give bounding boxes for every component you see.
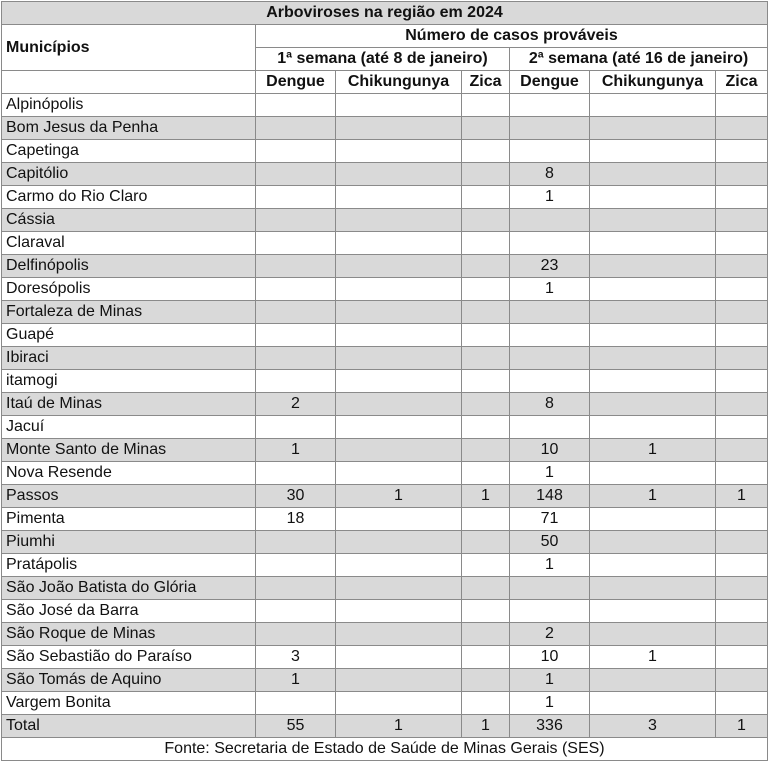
municipio-cell: Ibiraci	[2, 347, 256, 370]
week2-zica-cell	[716, 531, 768, 554]
week2-chikungunya-cell: 1	[590, 439, 716, 462]
week2-dengue-cell: 8	[510, 163, 590, 186]
municipio-cell: Jacuí	[2, 416, 256, 439]
week1-zica-cell	[462, 255, 510, 278]
week2-zica-cell	[716, 186, 768, 209]
municipio-cell: Bom Jesus da Penha	[2, 117, 256, 140]
week1-dengue-cell	[256, 209, 336, 232]
week2-dengue-cell	[510, 370, 590, 393]
municipio-cell: Passos	[2, 485, 256, 508]
week1-chikungunya-cell	[336, 623, 462, 646]
municipio-cell: Pimenta	[2, 508, 256, 531]
table-row	[2, 554, 768, 577]
table-row	[2, 623, 768, 646]
table-row	[2, 692, 768, 715]
week2-dengue-cell	[510, 117, 590, 140]
table-row	[2, 94, 768, 117]
week2-dengue-header: Dengue	[510, 71, 590, 94]
week1-zica-header: Zica	[462, 71, 510, 94]
week1-zica-cell	[462, 117, 510, 140]
week1-zica-cell	[462, 301, 510, 324]
week1-dengue-cell: 2	[256, 393, 336, 416]
week2-chikungunya-cell	[590, 393, 716, 416]
table-row	[2, 347, 768, 370]
municipio-cell: Cássia	[2, 209, 256, 232]
table-body	[2, 94, 768, 738]
week2-chikungunya-cell	[590, 692, 716, 715]
week2-zica-cell	[716, 370, 768, 393]
week1-zica-cell	[462, 531, 510, 554]
week2-chikungunya-cell	[590, 163, 716, 186]
table-row	[2, 646, 768, 669]
week1-dengue-cell	[256, 278, 336, 301]
week2-zica-cell	[716, 301, 768, 324]
week1-chikungunya-cell	[336, 278, 462, 301]
week1-dengue-cell	[256, 324, 336, 347]
source-note: Fonte: Secretaria de Estado de Saúde de Minas Gerais (SES)	[2, 738, 768, 761]
week1-dengue-cell: 1	[256, 669, 336, 692]
table-row	[2, 508, 768, 531]
title-row	[2, 2, 768, 25]
week2-dengue-cell: 1	[510, 692, 590, 715]
week2-zica-cell	[716, 117, 768, 140]
week1-zica-cell	[462, 163, 510, 186]
week2-zica-cell	[716, 232, 768, 255]
week1-zica-cell	[462, 416, 510, 439]
table-row	[2, 324, 768, 347]
week2-zica-cell	[716, 508, 768, 531]
week1-zica-cell	[462, 186, 510, 209]
week2-zica-cell	[716, 255, 768, 278]
week1-chikungunya-header: Chikungunya	[336, 71, 462, 94]
week2-chikungunya-cell: 3	[590, 715, 716, 738]
week1-zica-cell	[462, 646, 510, 669]
week1-chikungunya-cell	[336, 692, 462, 715]
week1-zica-cell	[462, 324, 510, 347]
week2-zica-cell	[716, 623, 768, 646]
table-row	[2, 278, 768, 301]
week2-zica-header: Zica	[716, 71, 768, 94]
week2-chikungunya-cell: 1	[590, 485, 716, 508]
week2-chikungunya-cell: 1	[590, 646, 716, 669]
week1-zica-cell	[462, 600, 510, 623]
table-row	[2, 232, 768, 255]
week1-zica-cell: 1	[462, 715, 510, 738]
week2-zica-cell	[716, 554, 768, 577]
week2-dengue-cell	[510, 232, 590, 255]
week2-chikungunya-cell	[590, 347, 716, 370]
week1-zica-cell	[462, 94, 510, 117]
municipio-cell: Nova Resende	[2, 462, 256, 485]
week1-zica-cell	[462, 278, 510, 301]
week1-dengue-cell	[256, 623, 336, 646]
week2-dengue-cell	[510, 140, 590, 163]
week2-chikungunya-cell	[590, 370, 716, 393]
week1-dengue-cell: 1	[256, 439, 336, 462]
week2-dengue-cell: 23	[510, 255, 590, 278]
municipio-cell: Doresópolis	[2, 278, 256, 301]
municipio-cell: Vargem Bonita	[2, 692, 256, 715]
week1-dengue-cell	[256, 600, 336, 623]
table-row	[2, 140, 768, 163]
municipio-cell: São João Batista do Glória	[2, 577, 256, 600]
week2-zica-cell	[716, 140, 768, 163]
week1-dengue-cell	[256, 692, 336, 715]
municipio-cell: Capetinga	[2, 140, 256, 163]
week2-zica-cell	[716, 94, 768, 117]
table-row	[2, 531, 768, 554]
table-row	[2, 462, 768, 485]
week2-chikungunya-cell	[590, 324, 716, 347]
week1-dengue-cell	[256, 232, 336, 255]
week1-zica-cell	[462, 554, 510, 577]
week1-dengue-cell	[256, 117, 336, 140]
week2-chikungunya-header: Chikungunya	[590, 71, 716, 94]
week2-dengue-cell	[510, 94, 590, 117]
week1-zica-cell	[462, 669, 510, 692]
week2-dengue-cell	[510, 324, 590, 347]
table-row	[2, 370, 768, 393]
week1-chikungunya-cell	[336, 301, 462, 324]
week1-dengue-cell	[256, 94, 336, 117]
week2-dengue-cell: 2	[510, 623, 590, 646]
week1-dengue-cell	[256, 140, 336, 163]
week2-dengue-cell: 10	[510, 439, 590, 462]
week2-dengue-cell: 50	[510, 531, 590, 554]
table-row	[2, 117, 768, 140]
week1-chikungunya-cell	[336, 600, 462, 623]
week2-zica-cell	[716, 669, 768, 692]
week2-dengue-cell	[510, 416, 590, 439]
municipios-header: Municípios	[2, 25, 256, 71]
week2-chikungunya-cell	[590, 117, 716, 140]
table-row	[2, 209, 768, 232]
week1-chikungunya-cell	[336, 393, 462, 416]
week2-chikungunya-cell	[590, 301, 716, 324]
week2-dengue-cell: 10	[510, 646, 590, 669]
week2-chikungunya-cell	[590, 94, 716, 117]
week2-dengue-cell: 1	[510, 278, 590, 301]
group-header-row	[2, 25, 768, 48]
municipio-cell: Monte Santo de Minas	[2, 439, 256, 462]
municipio-cell: Capitólio	[2, 163, 256, 186]
week1-chikungunya-cell	[336, 232, 462, 255]
week2-dengue-cell	[510, 577, 590, 600]
week1-chikungunya-cell: 1	[336, 715, 462, 738]
week2-chikungunya-cell	[590, 531, 716, 554]
week1-zica-cell	[462, 577, 510, 600]
week1-dengue-cell	[256, 531, 336, 554]
week1-header: 1ª semana (até 8 de janeiro)	[256, 48, 510, 71]
week1-zica-cell: 1	[462, 485, 510, 508]
week1-zica-cell	[462, 140, 510, 163]
week2-chikungunya-cell	[590, 600, 716, 623]
week1-dengue-cell	[256, 163, 336, 186]
week2-dengue-cell: 1	[510, 462, 590, 485]
week1-dengue-cell	[256, 255, 336, 278]
week2-zica-cell	[716, 416, 768, 439]
week1-chikungunya-cell	[336, 140, 462, 163]
week1-chikungunya-cell	[336, 347, 462, 370]
table-row	[2, 393, 768, 416]
week1-chikungunya-cell	[336, 416, 462, 439]
week2-zica-cell	[716, 462, 768, 485]
week1-zica-cell	[462, 232, 510, 255]
municipio-cell: Piumhi	[2, 531, 256, 554]
table-title: Arboviroses na região em 2024	[2, 2, 768, 25]
municipio-cell: São José da Barra	[2, 600, 256, 623]
municipio-cell: Pratápolis	[2, 554, 256, 577]
week1-zica-cell	[462, 462, 510, 485]
week1-chikungunya-cell	[336, 669, 462, 692]
week1-chikungunya-cell	[336, 94, 462, 117]
week1-chikungunya-cell	[336, 209, 462, 232]
week1-dengue-cell: 18	[256, 508, 336, 531]
week1-chikungunya-cell	[336, 324, 462, 347]
week2-dengue-cell: 148	[510, 485, 590, 508]
week2-dengue-cell	[510, 301, 590, 324]
table-row	[2, 301, 768, 324]
week1-dengue-cell	[256, 347, 336, 370]
municipio-cell: Delfinópolis	[2, 255, 256, 278]
week2-chikungunya-cell	[590, 577, 716, 600]
week1-dengue-cell	[256, 462, 336, 485]
week2-dengue-cell: 1	[510, 554, 590, 577]
week1-dengue-cell: 55	[256, 715, 336, 738]
week1-zica-cell	[462, 209, 510, 232]
week2-dengue-cell: 8	[510, 393, 590, 416]
week1-dengue-cell	[256, 416, 336, 439]
week1-dengue-cell: 30	[256, 485, 336, 508]
week2-zica-cell	[716, 692, 768, 715]
week2-chikungunya-cell	[590, 462, 716, 485]
municipio-cell: Claraval	[2, 232, 256, 255]
table-row	[2, 600, 768, 623]
week1-dengue-cell: 3	[256, 646, 336, 669]
week2-chikungunya-cell	[590, 140, 716, 163]
week2-chikungunya-cell	[590, 232, 716, 255]
disease-header-row	[2, 71, 768, 94]
municipio-cell: itamogi	[2, 370, 256, 393]
week2-dengue-cell: 1	[510, 669, 590, 692]
week1-chikungunya-cell	[336, 577, 462, 600]
week1-zica-cell	[462, 393, 510, 416]
municipio-cell: São Tomás de Aquino	[2, 669, 256, 692]
municipio-cell: São Sebastião do Paraíso	[2, 646, 256, 669]
arboviroses-table	[1, 1, 768, 761]
week1-chikungunya-cell	[336, 370, 462, 393]
week1-chikungunya-cell	[336, 508, 462, 531]
week2-zica-cell	[716, 646, 768, 669]
week2-zica-cell	[716, 600, 768, 623]
week2-zica-cell	[716, 347, 768, 370]
empty-header-cell	[2, 71, 256, 94]
week1-chikungunya-cell	[336, 554, 462, 577]
week2-dengue-cell: 1	[510, 186, 590, 209]
week2-dengue-cell	[510, 347, 590, 370]
week2-chikungunya-cell	[590, 255, 716, 278]
week2-zica-cell: 1	[716, 485, 768, 508]
week2-zica-cell	[716, 577, 768, 600]
municipio-cell: Guapé	[2, 324, 256, 347]
municipio-cell: São Roque de Minas	[2, 623, 256, 646]
week2-chikungunya-cell	[590, 508, 716, 531]
week1-chikungunya-cell	[336, 646, 462, 669]
week1-chikungunya-cell	[336, 531, 462, 554]
week1-dengue-cell	[256, 370, 336, 393]
week1-zica-cell	[462, 439, 510, 462]
municipio-cell: Carmo do Rio Claro	[2, 186, 256, 209]
week2-chikungunya-cell	[590, 209, 716, 232]
week1-zica-cell	[462, 347, 510, 370]
week1-chikungunya-cell: 1	[336, 485, 462, 508]
municipio-cell: Fortaleza de Minas	[2, 301, 256, 324]
cases-group-header: Número de casos prováveis	[256, 25, 768, 48]
week1-zica-cell	[462, 692, 510, 715]
week2-zica-cell	[716, 163, 768, 186]
week1-chikungunya-cell	[336, 186, 462, 209]
table-row	[2, 439, 768, 462]
week2-chikungunya-cell	[590, 416, 716, 439]
week2-chikungunya-cell	[590, 669, 716, 692]
week1-chikungunya-cell	[336, 163, 462, 186]
week2-zica-cell	[716, 324, 768, 347]
week1-zica-cell	[462, 623, 510, 646]
week1-chikungunya-cell	[336, 439, 462, 462]
week1-chikungunya-cell	[336, 117, 462, 140]
week2-header: 2ª semana (até 16 de janeiro)	[510, 48, 768, 71]
week1-dengue-cell	[256, 186, 336, 209]
source-row	[2, 738, 768, 761]
week2-chikungunya-cell	[590, 623, 716, 646]
week2-dengue-cell: 336	[510, 715, 590, 738]
week2-chikungunya-cell	[590, 278, 716, 301]
week1-dengue-cell	[256, 301, 336, 324]
week1-zica-cell	[462, 370, 510, 393]
table-row	[2, 485, 768, 508]
municipio-cell: Alpinópolis	[2, 94, 256, 117]
table-row	[2, 163, 768, 186]
week1-chikungunya-cell	[336, 462, 462, 485]
week2-zica-cell	[716, 209, 768, 232]
week2-chikungunya-cell	[590, 554, 716, 577]
municipio-cell: Total	[2, 715, 256, 738]
table-row	[2, 669, 768, 692]
total-row	[2, 715, 768, 738]
week1-dengue-cell	[256, 577, 336, 600]
week2-zica-cell	[716, 393, 768, 416]
week2-zica-cell	[716, 439, 768, 462]
table-row	[2, 416, 768, 439]
arboviroses-table-container	[0, 1, 768, 780]
week1-dengue-cell	[256, 554, 336, 577]
week2-zica-cell	[716, 278, 768, 301]
week2-chikungunya-cell	[590, 186, 716, 209]
week2-dengue-cell	[510, 600, 590, 623]
week2-dengue-cell: 71	[510, 508, 590, 531]
week1-chikungunya-cell	[336, 255, 462, 278]
table-row	[2, 186, 768, 209]
municipio-cell: Itaú de Minas	[2, 393, 256, 416]
week2-dengue-cell	[510, 209, 590, 232]
week1-dengue-header: Dengue	[256, 71, 336, 94]
table-row	[2, 577, 768, 600]
table-row	[2, 255, 768, 278]
week1-zica-cell	[462, 508, 510, 531]
week2-zica-cell: 1	[716, 715, 768, 738]
